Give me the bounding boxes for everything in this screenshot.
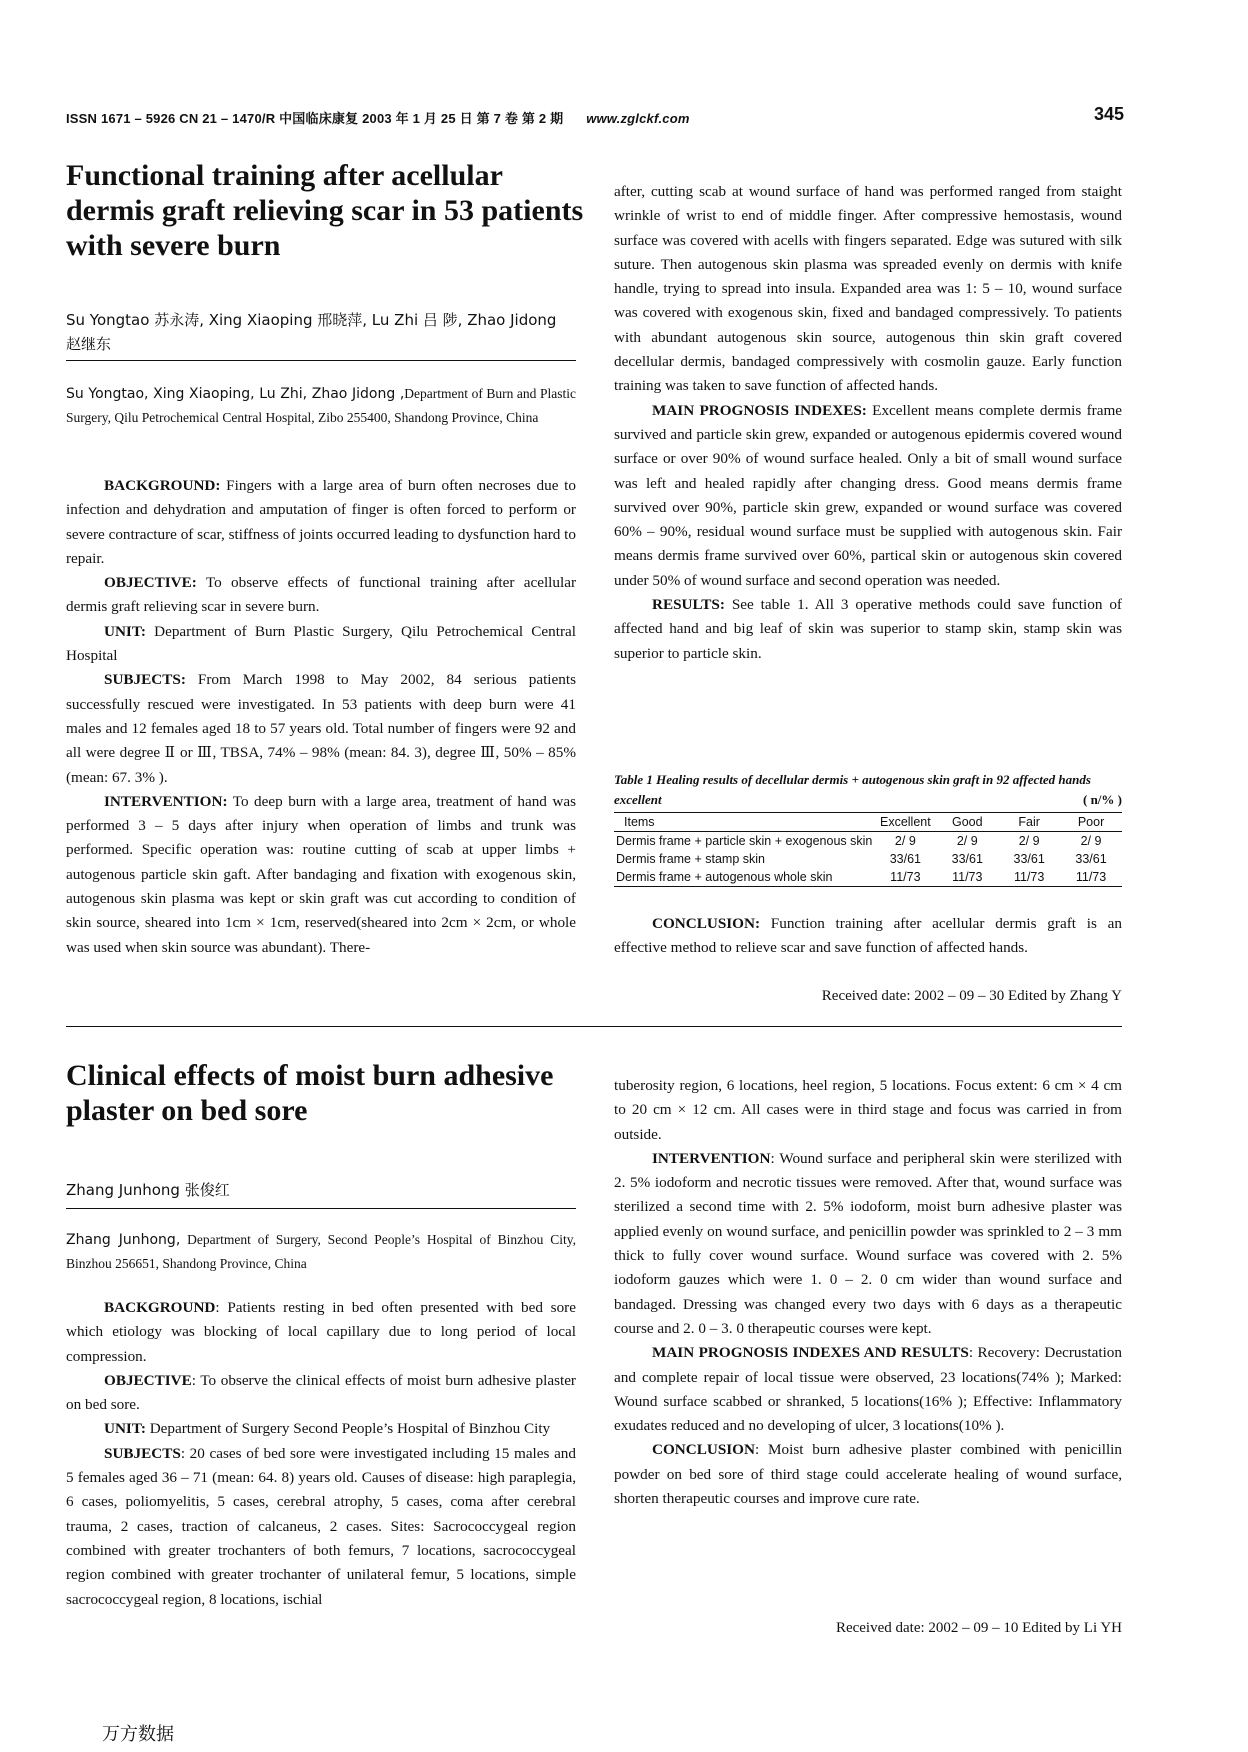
journal-header	[66, 108, 1126, 127]
article2-left-column	[66, 1296, 576, 1612]
article1-affiliation	[66, 382, 576, 429]
article1-objective: OBJECTIVE: To observe effects of functional training after acellular dermis graft relieving scar in severe burn.	[66, 574, 576, 616]
journal-header-text: ISSN 1671 – 5926 CN 21 – 1470/R 中国临床康复 2003 年 1 月 25 日 第 7 卷 第 2 期	[66, 111, 564, 126]
article1-results: RESULTS: See table 1. All 3 operative methods could save function of affected hand and big leaf of skin was superior to stamp skin, stamp skin was superior to particle skin.	[614, 596, 1122, 662]
article1-conclusion-block	[614, 912, 1122, 961]
article1-intervention-cont: after, cutting scab at wound surface of hand was performed ranged from staight wrinkle of wrist to end of middle finger. After compressive hemostasis, wound surface was covered with acells with fingers separated. Edge was sutured with silk suture. Then autogenous skin plasma was spreaded evenly on dermis with knife handle, trying to spread into insula. Expanded area was 1: 5 – 10, wound surface was covered with exogenous skin, fixed and bandaged compressively. To patients with abundant autogenous skin source, autogenous thin skin graft covered decellular dermis, bandaged compressively with cosmolin gauze. Early function training was taken to save function of affected hands.	[614, 183, 1122, 395]
article2-divider	[66, 1208, 576, 1209]
table-row: Dermis frame + autogenous whole skin 11/73 11/73 11/73 11/73	[614, 868, 1122, 887]
footer-watermark: 万方数据	[102, 1724, 174, 1745]
article1-authors: Su Yongtao 苏永涛, Xing Xiaoping 邢晓萍, Lu Zhi 吕 陟, Zhao Jidong 赵继东	[66, 311, 557, 353]
table1-header-row: Items Excellent Good Fair Poor	[614, 813, 1122, 832]
article2-aff-text: Department of Surgery, Second People’s Hospital of Binzhou City, Binzhou 256651, Shandong Province, China	[66, 1232, 576, 1271]
article2-subjects-cont: tuberosity region, 6 locations, heel region, 5 locations. Focus extent: 6 cm × 4 cm to 20 cm × 12 cm. All cases were in third stage and focus was carried in from outside.	[614, 1077, 1122, 1143]
article1-left-column	[66, 474, 576, 960]
article1-aff-names: Su Yongtao, Xing Xiaoping, Lu Zhi, Zhao Jidong ,	[66, 386, 405, 402]
table1-grid	[614, 813, 1122, 887]
article1-divider	[66, 360, 576, 361]
article1-conclusion: CONCLUSION: Function training after acellular dermis graft is an effective method to relieve scar and save function of affected hands.	[614, 915, 1122, 957]
article1-right-column	[614, 180, 1122, 666]
article1-subjects: SUBJECTS: From March 1998 to May 2002, 84 serious patients successfully rescued were investigated. In 53 patients with deep burn were 41 males and 12 females aged 18 to 57 years old. Total number of fingers were 92 and all were degree Ⅱ or Ⅲ, TBSA, 74% – 98% (mean: 84. 3), degree Ⅲ, 50% – 85% (mean: 67. 3% ).	[66, 671, 576, 786]
article1-received: Received date: 2002 – 09 – 30 Edited by Zhang Y	[821, 988, 1122, 1004]
article2-affiliation	[66, 1228, 576, 1275]
article1-main-prognosis: MAIN PROGNOSIS INDEXES: Excellent means complete dermis frame survived and particle skin grew, expanded or autogenous epidermis covered wound surface or over 90% of wound surface healed. Only a bit of small wound surface was left and healed rapidly after changing dress. Good means dermis frame survived over 90%, particle skin grew, expanded or wound surface was covered 60% – 90%, residual wound surface must be supplied with autogenous skin. Fair means dermis frame survived over 60%, partical skin or autogenous skin covered under 50% of wound surface and second operation was needed.	[614, 401, 1122, 589]
article2-main-prognosis: MAIN PROGNOSIS INDEXES AND RESULTS: Recovery: Decrustation and complete repair of local tissue were observed, 23 locations(74% ); Marked: Wound surface scabbed or shranked, 5 locations(16% ); Effective: Inflammatory exudates reduced and no developing of ulcer, 3 locations(10% ).	[614, 1344, 1122, 1435]
article2-subjects: SUBJECTS: 20 cases of bed sore were investigated including 15 males and 5 females aged 36 – 71 (mean: 64. 8) years old. Causes of disease: high paraplegia, 6 cases, poliomyelitis, 5 cases, cerebral atrophy, 5 cases, coma after cerebral trauma, 2 cases, traction of calcaneus, 2 cases. Sites: Sacrococcygeal region combined with greater trochanters of both femurs, 7 locations, sacrococcygeal region combined with greater trochanter of unilateral femur, 5 locations, simple sacrococcygeal region, 8 locations, ischial	[66, 1444, 576, 1608]
page-number: 345	[1093, 104, 1124, 124]
article2-intervention: INTERVENTION: Wound surface and peripheral skin were sterilized with 2. 5% iodoform and necrotic tissues were removed. After that, wound surface was sterilized a second time with 2. 5% iodoform, moist burn adhesive plaster was applied evenly on wound surface, and penicillin powder was sprinkled to 2 – 3 mm thick to fully cover wound surface. Wound surface was covered with 2. 5% iodoform gauzes which were 1. 0 – 2. 0 cm wider than wound surface and bandaged. Dressing was changed every two days with 6 days as a therapeutic course and 2. 0 – 3. 0 therapeutic courses were kept.	[614, 1149, 1122, 1337]
article1-unit: UNIT: Department of Burn Plastic Surgery, Qilu Petrochemical Central Hospital	[66, 622, 576, 665]
table1	[614, 770, 1122, 887]
article2-aff-names: Zhang Junhong,	[66, 1232, 181, 1248]
article2-received: Received date: 2002 – 09 – 10 Edited by Li YH	[835, 1620, 1122, 1636]
article2-objective: OBJECTIVE: To observe the clinical effects of moist burn adhesive plaster on bed sore.	[66, 1371, 576, 1414]
article2-unit: UNIT: Department of Surgery Second People’s Hospital of Binzhou City	[104, 1420, 551, 1438]
article-separator	[66, 1026, 1122, 1027]
article2-right-column	[614, 1074, 1122, 1511]
article1-intervention: INTERVENTION: To deep burn with a large area, treatment of hand was performed 3 – 5 days after injury when operation of limbs and trunk was performed. Specific operation was: routine cutting of scab at upper limbs + autogenous particle skin gaft. After bandaging and fixation with exogenous skin, autogenous skin plasma was kept or skin graft was cut according to condition of skin source, sheared into 1cm × 1cm, reserved(sheared into 2cm × 2cm, or whole was used when skin source was abundant). There-	[66, 792, 576, 956]
article1-background: BACKGROUND: Fingers with a large area of burn often necroses due to infection and dehydration and amputation of finger is often forced to perform or severe contracture of scar, stiffness of joints occurred leading to dysfunction hard to repair.	[66, 477, 576, 567]
table1-title: Table 1 Healing results of decellular dermis + autogenous skin graft in 92 affected hands excellent ( n/% )	[614, 772, 1122, 807]
article2-authors: Zhang Junhong 张俊红	[66, 1181, 230, 1199]
article2-title: Clinical effects of moist burn adhesive plaster on bed sore	[66, 1059, 554, 1127]
article1-aff-text: Department of Burn and Plastic Surgery, Qilu Petrochemical Central Hospital, Zibo 255400, Shandong Province, China	[66, 386, 576, 425]
article2-background: BACKGROUND: Patients resting in bed often presented with bed sore which etiology was blocking of local capillary due to long period of local compression.	[66, 1299, 576, 1365]
article2-conclusion: CONCLUSION: Moist burn adhesive plaster combined with penicillin powder on bed sore of third stage could accelerate healing of wound surface, shorten therapeutic courses and improve cure rate.	[614, 1441, 1122, 1508]
table-row: Dermis frame + stamp skin 33/61 33/61 33/61 33/61	[616, 852, 1107, 866]
article1-title: Functional training after acellular dermis graft relieving scar in 53 patients with severe burn	[66, 159, 584, 262]
table-row: Dermis frame + particle skin + exogenous skin 2/ 9 2/ 9 2/ 9 2/ 9	[616, 834, 1102, 848]
journal-url: www.zglckf.com	[586, 111, 690, 126]
